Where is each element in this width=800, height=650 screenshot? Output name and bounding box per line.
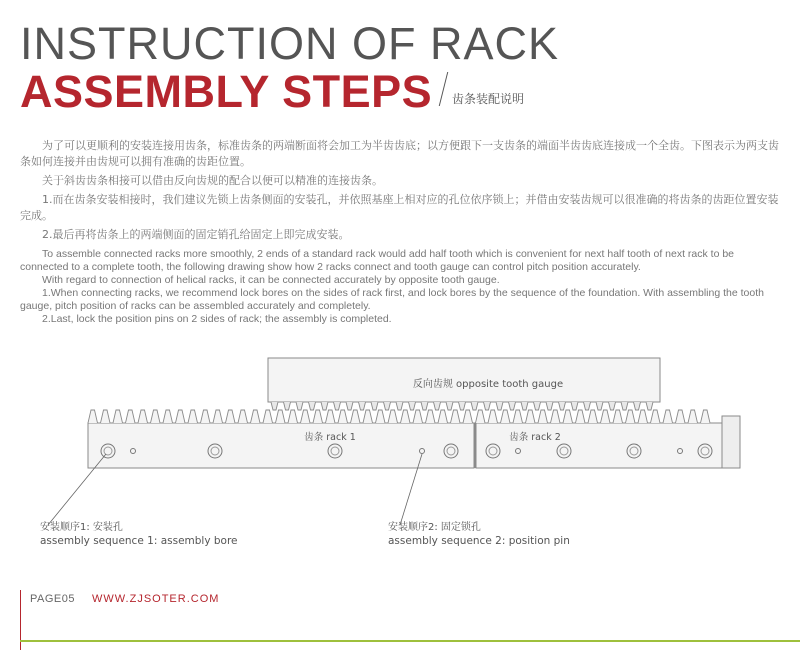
rack-1-label: 齿条 rack 1 — [304, 432, 356, 443]
rack-1-body — [88, 423, 474, 468]
en-paragraph-4: 2.Last, lock the position pins on 2 sides of rack; the assembly is completed. — [42, 313, 392, 325]
gauge-teeth — [268, 402, 656, 410]
callout-1-en: assembly sequence 1: assembly bore — [40, 535, 238, 547]
cn-paragraph-1: 为了可以更顺利的安装连接用齿条，标准齿条的两端断面将会加工为半齿齿底；以方便跟下一支齿条的端面半齿齿底连接成一个全齿。下图表示为两支齿条如何连接并由齿规可以拥有准确的齿距位置。 — [20, 139, 779, 168]
gauge-label: 反向齿规 opposite tooth gauge — [412, 379, 564, 390]
callout-2-cn: 安装顺序2: 固定锁孔 — [388, 522, 481, 533]
cn-paragraph-4: 2.最后再将齿条上的两端侧面的固定销孔给固定上即完成安装。 — [42, 228, 350, 241]
rack-teeth — [88, 410, 713, 423]
en-paragraph-3: 1.When connecting racks, we recommend lock bores on the sides of rack first, and lock bores by the sequence of the foundation. With assembling the tooth gauge, pitch position of racks can be assembled accurately and completely. — [20, 287, 764, 312]
chinese-description — [20, 138, 780, 246]
callout-1-leader — [48, 454, 106, 525]
rack-assembly-diagram — [0, 350, 800, 560]
rack-2-end-block — [722, 416, 740, 468]
rack-2-label: 齿条 rack 2 — [509, 432, 561, 443]
subtitle-chinese: 齿条装配说明 — [452, 92, 525, 106]
english-description — [20, 248, 780, 326]
gauge-tooth-profile — [268, 402, 656, 410]
bottom-green-bar — [20, 640, 800, 642]
rack-tooth-profile — [88, 410, 713, 423]
callout-2-en: assembly sequence 2: position pin — [388, 535, 570, 547]
page-number: PAGE05 — [30, 593, 75, 605]
en-paragraph-2: With regard to connection of helical racks, it can be connected accurately by opposite tooth gauge. — [42, 274, 500, 286]
cn-paragraph-3: 1.而在齿条安装相接时，我们建议先锁上齿条侧面的安装孔，并依照基座上相对应的孔位依序锁上；并借由安装齿规可以很准确的将齿条的齿距位置安装完成。 — [20, 193, 779, 222]
title-slash-divider — [439, 72, 448, 106]
title-line-1: INSTRUCTION OF RACK — [20, 18, 560, 69]
website-link[interactable]: WWW.ZJSOTER.COM — [92, 593, 220, 605]
callout-1-cn: 安装顺序1: 安装孔 — [40, 522, 123, 533]
title-line-2: ASSEMBLY STEPS — [20, 66, 433, 117]
en-paragraph-1: To assemble connected racks more smoothly, 2 ends of a standard rack would add half tooth which is convenient for next half tooth of next rack to be connected to a complete tooth, the following drawing show how 2 racks connect and tooth gauge can control pitch position accurately. — [20, 248, 735, 273]
cn-paragraph-2: 关于斜齿齿条相接可以借由反向齿规的配合以便可以精准的连接齿条。 — [42, 174, 383, 187]
